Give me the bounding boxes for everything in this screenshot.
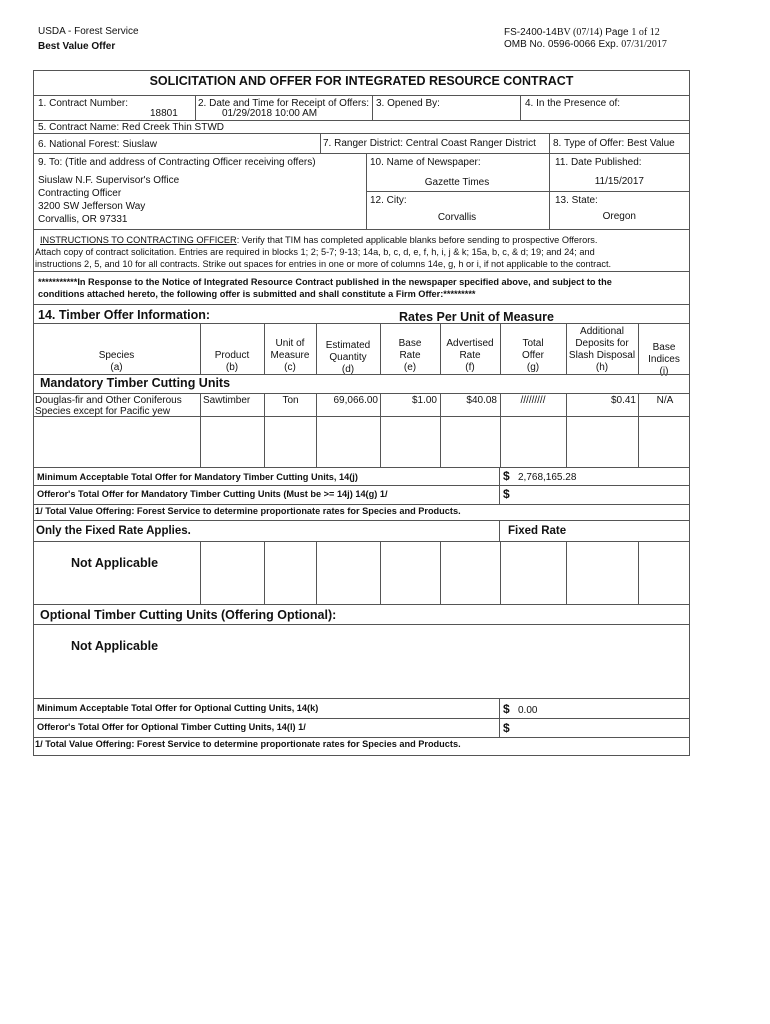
receipt-date-label: 2. Date and Time for Receipt of Offers: [198,98,370,109]
instructions-line-1 [40,235,597,246]
omb-exp-date: 07/31/2017 [621,39,667,50]
co-address-line-3: 3200 SW Jefferson Way [38,201,146,212]
state-value[interactable]: Oregon [602,211,636,222]
newspaper-value[interactable]: Gazette Times [424,177,490,188]
column-header-estimated-quantity-l2: Quantity [329,352,367,363]
fixed-rate-column-divider [566,541,567,604]
opened-by-label: 3. Opened By: [376,98,440,109]
offeror-total-input[interactable] [515,487,687,502]
species-line-1: Douglas-fir and Other Coniferous [35,395,182,406]
opt-min-currency: $ [503,702,510,716]
co-address-line-4: Corvallis, OR 97331 [38,214,128,225]
form-number-suffix: BV (07/14) [556,27,603,38]
opt-min-total-label: Minimum Acceptable Total Offer for Optional Cutting Units, 14(k) [37,703,319,713]
column-header-unit-of-measure-l1: Unit of [275,338,305,349]
column-header-base-rate-l2: Rate [399,350,421,361]
column-header-species-l2: Species [98,350,135,361]
fixed-rate-label: Fixed Rate [508,525,567,537]
rates-title: Rates Per Unit of Measure [399,310,554,324]
column-divider [638,393,639,467]
form-subtitle: Best Value Offer [38,41,116,52]
state-label: 13. State: [555,195,598,206]
column-divider [500,323,501,374]
offeror-total-currency: $ [503,487,510,501]
unit-cell: Ton [282,395,299,406]
product-cell: Sawtimber [203,395,251,406]
instructions-line-3: instructions 2, 5, and 10 for all contracts. Strike out spaces for entries in one or more of columns 14e, g, h or i, if not applicable to the contract. [35,259,612,269]
column-header-product-l3: (b) [225,362,239,373]
presence-of-label: 4. In the Presence of: [525,98,621,109]
offer-type[interactable]: 8. Type of Offer: Best Value [553,138,675,149]
fixed-rate-column-divider [440,541,441,604]
column-divider [380,393,381,467]
column-header-slash-disposal-l3: (h) [595,362,609,373]
column-header-slash-disposal-l0: Additional [580,326,624,337]
omb-prefix: OMB No. 0596-0066 [504,39,596,50]
min-total-label: Minimum Acceptable Total Offer for Mandatory Timber Cutting Units, 14(j) [37,472,358,482]
firm-offer-line-2: conditions attached hereto, the following offer is submitted and shall constitute a Firm Offer:********* [38,289,476,299]
column-header-base-indices-l2: Indices [648,354,680,365]
receipt-date-value[interactable]: 01/29/2018 10:00 AM [222,108,318,119]
column-divider [566,393,567,467]
column-header-species-l3: (a) [110,362,123,373]
column-header-advertised-rate-l3: (f) [465,362,475,373]
column-divider [380,323,381,374]
opt-offeror-currency: $ [503,721,510,735]
instructions-line-2: Attach copy of contract solicitation. Entries are required in blocks 1; 2; 5-7; 9-13; 14a, b, c, d, e, f, h, i, j & k; 15a, b, c, & d; 19; and 24; and [35,247,595,257]
column-divider [500,393,501,467]
opt-offeror-total-input[interactable] [515,720,687,735]
footnote-mandatory: 1/ Total Value Offering: Forest Service to determine proportionate rates for Species and Products. [35,506,461,516]
opt-offeror-total-label: Offeror's Total Offer for Optional Timber Cutting Units, 14(l) 1/ [37,722,306,732]
column-divider [316,393,317,467]
timber-section-title: 14. Timber Offer Information: [38,308,211,322]
instructions-text-1: : Verify that TIM has completed applicable blanks before sending to prospective Offerors. [236,235,598,245]
form-title: SOLICITATION AND OFFER FOR INTEGRATED RESOURCE CONTRACT [149,74,574,88]
column-divider [316,323,317,374]
min-total-value: 2,768,165.28 [518,472,577,483]
fixed-rate-column-divider [638,541,639,604]
not-applicable-fixed: Not Applicable [71,556,159,570]
co-address-line-2: Contracting Officer [38,188,122,199]
column-header-estimated-quantity-l3: (d) [341,364,355,375]
column-divider [440,393,441,467]
contract-number-label: 1. Contract Number: [38,98,129,109]
column-divider [264,393,265,467]
ranger-district[interactable]: 7. Ranger District: Central Coast Ranger District [323,138,536,149]
fixed-rate-title: Only the Fixed Rate Applies. [36,525,191,537]
contracting-officer-label: 9. To: (Title and address of Contracting Officer receiving offers) [38,157,316,168]
newspaper-label: 10. Name of Newspaper: [370,157,481,168]
column-header-base-indices-l1: Base [652,342,676,353]
fixed-rate-column-divider [500,541,501,604]
page-info: 1 of 12 [631,27,660,38]
column-divider [638,323,639,374]
advertised-rate-cell: $40.08 [466,395,497,406]
fixed-rate-column-divider [264,541,265,604]
column-header-base-rate-l3: (e) [403,362,417,373]
fixed-rate-header-divider [499,520,500,541]
species-line-2: Species except for Pacific yew [35,406,171,417]
offeror-total-label: Offeror's Total Offer for Mandatory Timber Cutting Units (Must be >= 14j) 14(g) 1/ [37,489,388,499]
national-forest[interactable]: 6. National Forest: Siuslaw [38,139,157,150]
date-published-value[interactable]: 11/15/2017 [594,176,644,187]
column-divider [200,393,201,467]
column-header-product-l2: Product [214,350,250,361]
quantity-cell: 69,066.00 [333,395,378,406]
page-prefix: Page [605,27,629,38]
column-header-slash-disposal-l1: Deposits for [575,338,629,349]
optional-title: Optional Timber Cutting Units (Offering Optional): [40,608,337,622]
contract-name[interactable]: 5. Contract Name: Red Creek Thin STWD [38,122,224,133]
column-header-advertised-rate-l2: Rate [459,350,481,361]
omb-exp-label: Exp. [598,39,619,50]
omb-number [504,39,667,51]
opt-min-value: 0.00 [518,705,538,716]
column-header-unit-of-measure-l2: Measure [270,350,310,361]
column-header-base-rate-l1: Base [398,338,422,349]
column-header-unit-of-measure-l3: (c) [284,362,296,373]
city-label: 12. City: [370,195,407,206]
fixed-rate-column-divider [316,541,317,604]
firm-offer-line-1: ***********In Response to the Notice of Integrated Resource Contract published in the newspaper specified above, and subject to the [38,277,612,287]
column-header-total-offer-l3: (g) [526,362,540,373]
city-value[interactable]: Corvallis [437,212,477,223]
form-number-prefix: FS-2400-14 [504,27,557,38]
mandatory-title: Mandatory Timber Cutting Units [40,376,231,390]
column-header-estimated-quantity-l1: Estimated [325,340,371,351]
column-header-advertised-rate-l1: Advertised [446,338,494,349]
base-rate-cell: $1.00 [411,395,437,406]
fixed-rate-column-divider [200,541,201,604]
column-header-total-offer-l1: Total [522,338,544,349]
column-divider [200,323,201,374]
instructions-heading: INSTRUCTIONS TO CONTRACTING OFFICER [40,235,237,245]
not-applicable-optional: Not Applicable [71,639,159,653]
contract-number-value[interactable]: 18801 [150,108,178,119]
agency-name: USDA - Forest Service [38,26,139,37]
base-indices-cell: N/A [656,395,674,406]
column-divider [264,323,265,374]
total-offer-cell[interactable]: ///////// [520,395,546,406]
min-total-currency: $ [503,469,510,483]
column-header-slash-disposal-l2: Slash Disposal [568,350,636,361]
column-header-base-indices-l3: (i) [659,366,669,377]
form-number [504,27,660,39]
column-divider [566,323,567,374]
footnote-optional: 1/ Total Value Offering: Forest Service to determine proportionate rates for Species and Products. [35,739,461,749]
column-divider [440,323,441,374]
slash-disposal-cell: $0.41 [610,395,636,406]
column-header-total-offer-l2: Offer [521,350,545,361]
date-published-label: 11. Date Published: [555,157,642,168]
co-address-line-1: Siuslaw N.F. Supervisor's Office [38,175,180,186]
fixed-rate-column-divider [380,541,381,604]
